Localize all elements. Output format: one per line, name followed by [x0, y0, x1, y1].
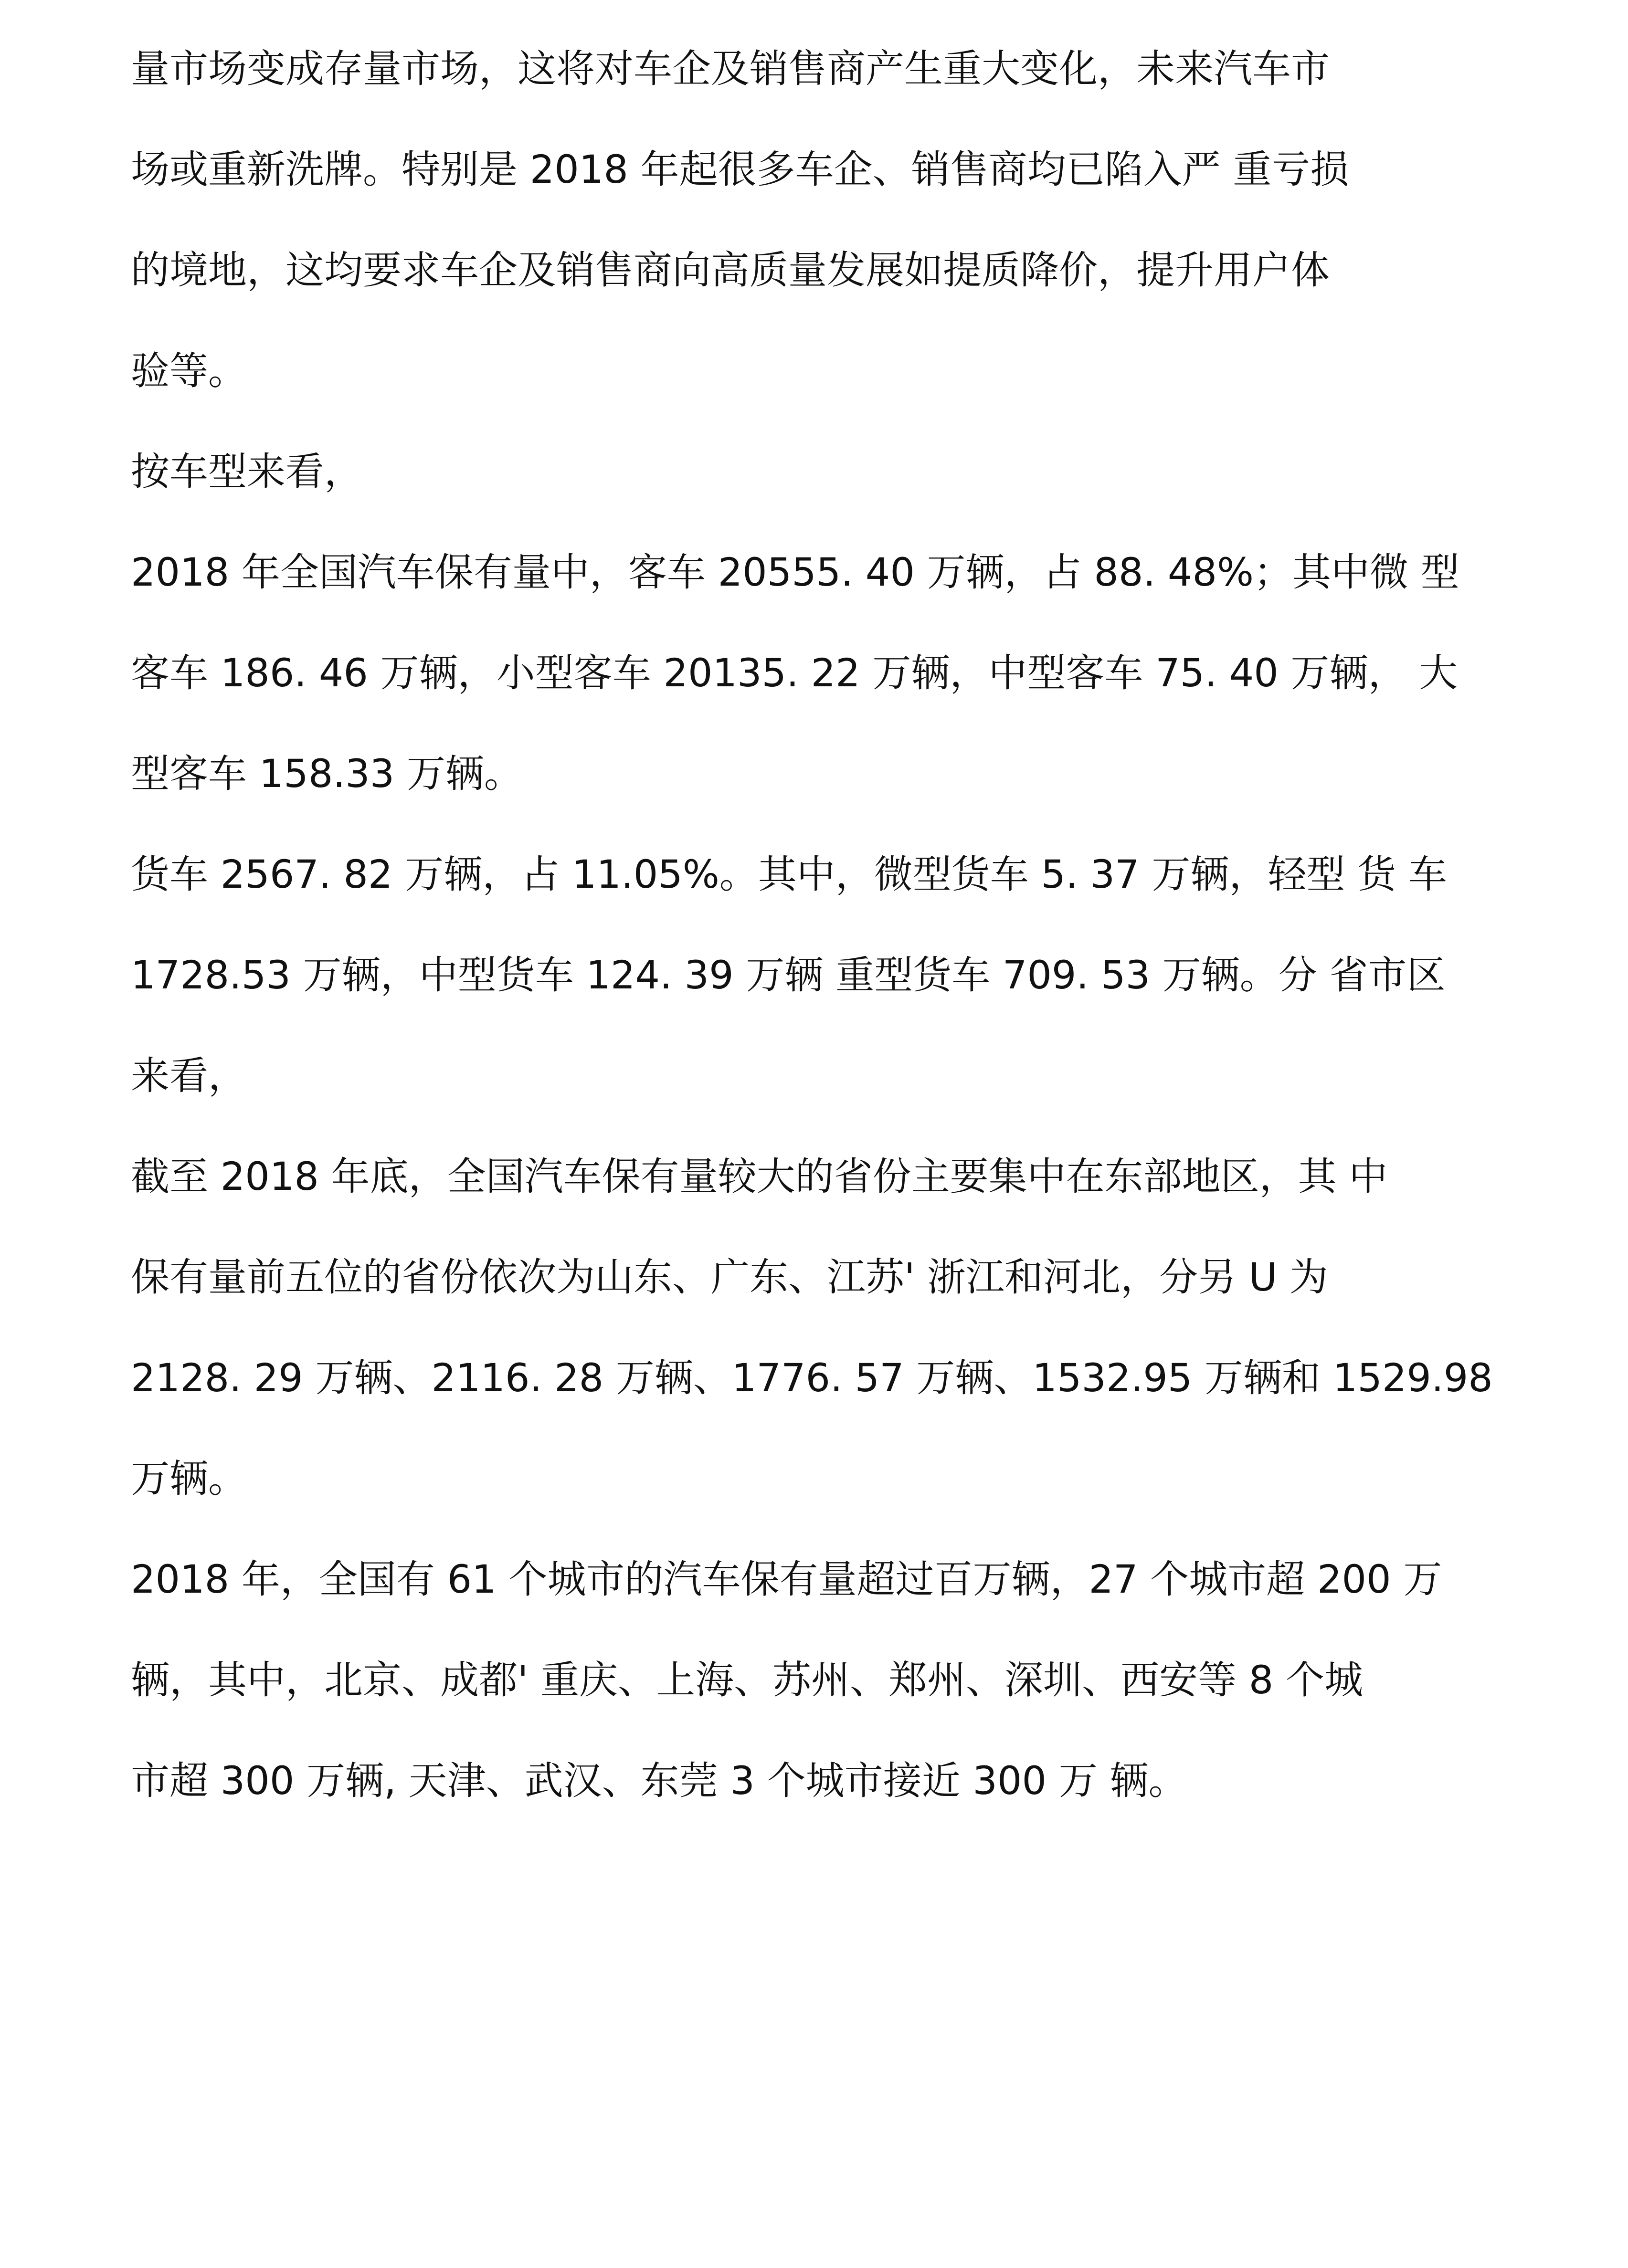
paragraph-3-line-3: 型客车 158.33 万辆。: [131, 752, 523, 797]
paragraph-4: [131, 825, 1506, 1127]
paragraph-5: [131, 1127, 1506, 1530]
paragraph-3-line-1: 2018 年全国汽车保有量中，客车 20555. 40 万辆，占 88. 48%；其中微 型: [131, 550, 1459, 595]
paragraph-6: [131, 1530, 1506, 1832]
paragraph-2: [131, 422, 1506, 523]
paragraph-2-line-1: 按车型来看，: [131, 450, 363, 494]
paragraph-6-line-1: 2018 年，全国有 61 个城市的汽车保有量超过百万辆，27 个城市超 200 万: [131, 1557, 1442, 1602]
paragraph-1-line-3: 的境地，这均要求车企及销售商向高质量发展如提质降价，提升用户体: [131, 248, 1330, 293]
paragraph-5-line-2: 保有量前五位的省份依次为山东、广东、江苏' 浙江和河北，分另 U 为: [131, 1255, 1328, 1300]
paragraph-5-line-1: 截至 2018 年底，全国汽车保有量较大的省份主要集中在东部地区，其 中: [131, 1155, 1388, 1199]
paragraph-1-line-1: 量市场变成存量市场，这将对车企及销售商产生重大变化，未来汽车市: [131, 47, 1330, 92]
paragraph-3: [131, 523, 1506, 825]
paragraph-4-line-2: 1728.53 万辆，中型货车 124. 39 万辆 重型货车 709. 53 万辆。分 省市区: [131, 953, 1446, 998]
paragraph-6-line-3: 市超 300 万辆, 天津、武汉、东莞 3 个城市接近 300 万 辆。: [131, 1759, 1187, 1804]
paragraph-3-line-2: 客车 186. 46 万辆，小型客车 20135. 22 万辆，中型客车 75. 40 万辆， 大: [131, 651, 1458, 696]
paragraph-6-line-2: 辆，其中，北京、成都' 重庆、上海、苏州、郑州、深圳、西安等 8 个城: [131, 1658, 1364, 1703]
paragraph-4-line-1: 货车 2567. 82 万辆，占 11.05%。其中，微型货车 5. 37 万辆，轻型 货 车: [131, 852, 1447, 897]
paragraph-1-line-2: 场或重新洗牌。特别是 2018 年起很多车企、销售商均已陷入严 重亏损: [131, 147, 1349, 192]
paragraph-1: [131, 19, 1506, 422]
paragraph-4-line-3: 来看，: [131, 1054, 247, 1099]
paragraph-1-line-4: 验等。: [131, 349, 247, 394]
paragraph-5-line-4: 万辆。: [131, 1457, 247, 1502]
document-body: [131, 19, 1506, 1832]
paragraph-5-line-3: 2128. 29 万辆、2116. 28 万辆、1776. 57 万辆、1532.95 万辆和 1529.98: [131, 1356, 1493, 1401]
